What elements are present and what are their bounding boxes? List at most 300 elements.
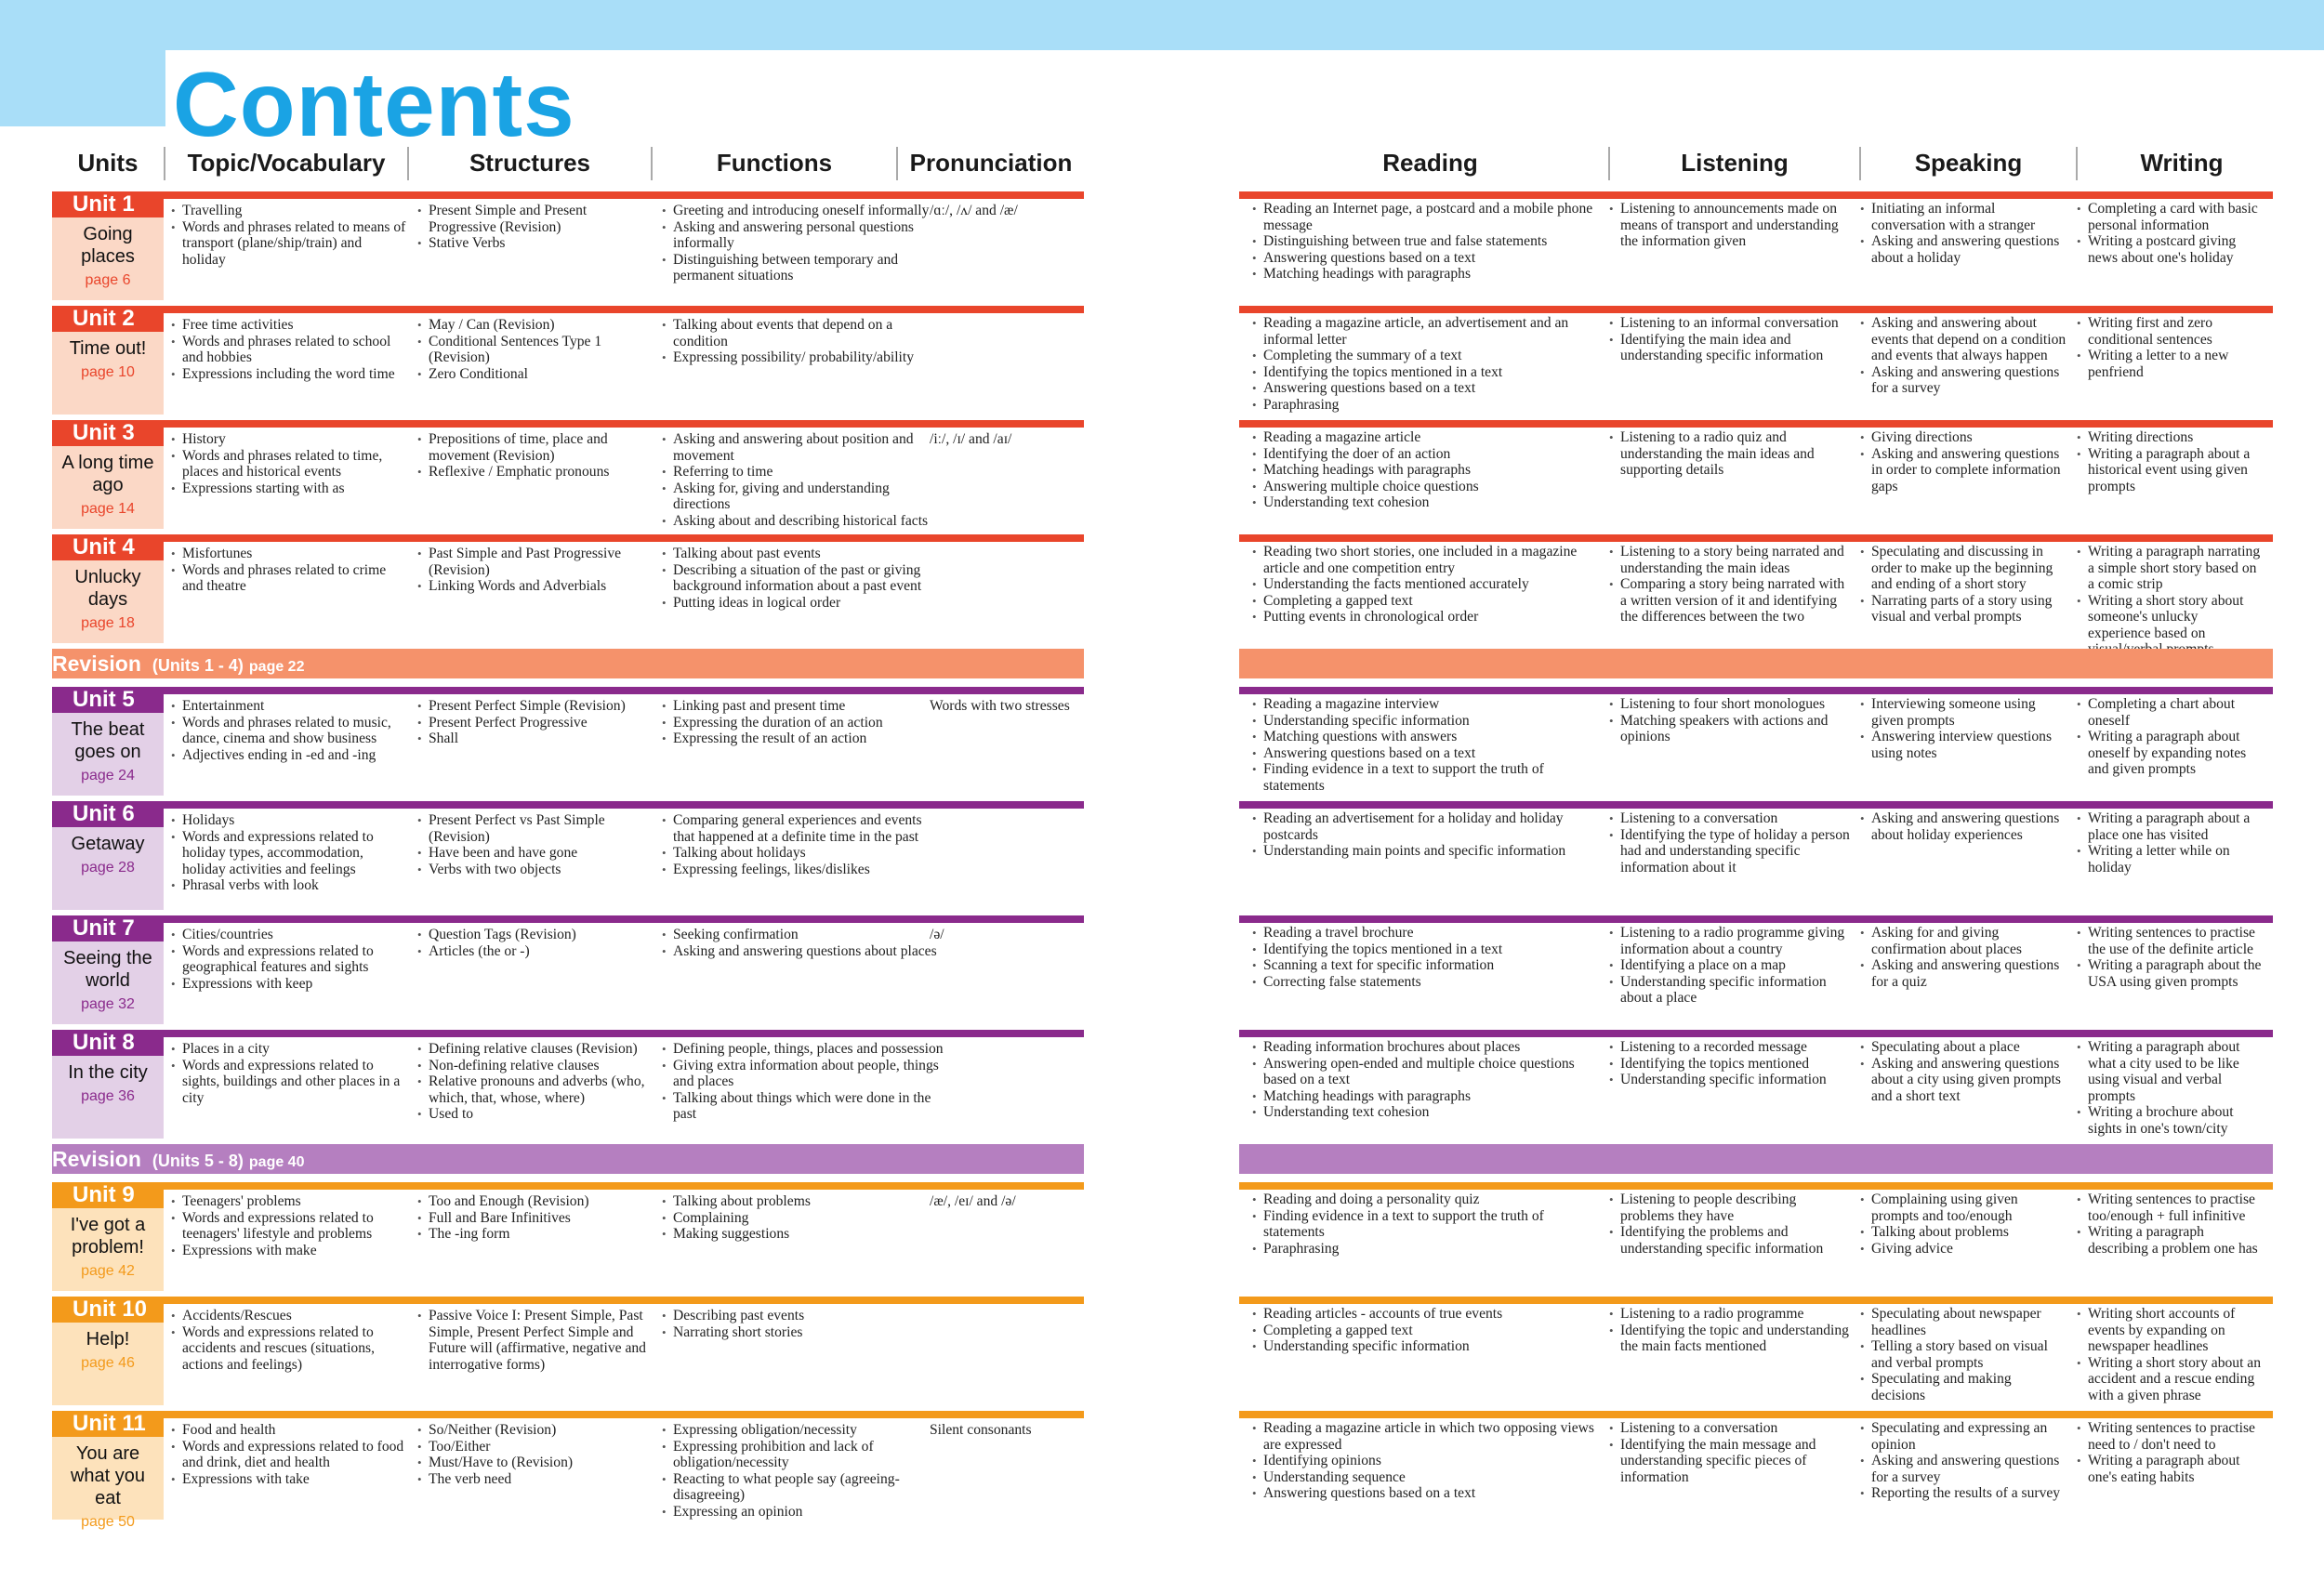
speaking-list bbox=[1860, 810, 2067, 843]
list-item: • Asking for, giving and understanding directions bbox=[662, 481, 944, 513]
functions-list bbox=[662, 317, 944, 366]
list-item: • Describing a situation of the past or giving background information about a past event bbox=[662, 562, 944, 595]
writing-list bbox=[2077, 429, 2264, 494]
list-item: • Giving extra information about people, things and places bbox=[662, 1058, 944, 1090]
cell-reading bbox=[1252, 696, 1599, 797]
cell-listening bbox=[1609, 696, 1851, 797]
list-item: • Asking and answering questions for a survey bbox=[1860, 1453, 2067, 1485]
list-item: • Putting ideas in logical order bbox=[662, 595, 944, 612]
list-item: • Identifying the type of holiday a person had and understanding specific information about it bbox=[1609, 827, 1851, 876]
unit-divider-bar bbox=[52, 420, 1084, 428]
list-item: • May / Can (Revision) bbox=[417, 317, 657, 334]
list-item: • Talking about past events bbox=[662, 546, 944, 562]
list-item: • Reading an Internet page, a postcard and a mobile phone message bbox=[1252, 201, 1599, 233]
cell-functions bbox=[662, 812, 944, 912]
unit-name: The beat goes on bbox=[71, 719, 145, 762]
unit-name-box bbox=[52, 446, 164, 529]
unit-page-link[interactable]: page 6 bbox=[85, 272, 131, 288]
cell-speaking bbox=[1860, 201, 2067, 302]
list-item: • Referring to time bbox=[662, 464, 944, 481]
listening-list bbox=[1609, 429, 1851, 479]
revision-bar-right bbox=[1239, 649, 2273, 678]
unit-divider-bar-right bbox=[1239, 801, 2273, 809]
list-item: • Listening to a radio programme giving information about a country bbox=[1609, 925, 1851, 957]
list-item: • Words and phrases related to school and hobbies bbox=[171, 334, 408, 366]
unit-divider-bar-right bbox=[1239, 915, 2273, 923]
cell-structures bbox=[417, 546, 657, 645]
list-item: • Present Perfect vs Past Simple (Revision) bbox=[417, 812, 657, 845]
list-item: • Too and Enough (Revision) bbox=[417, 1193, 657, 1210]
topic-list bbox=[171, 1308, 408, 1373]
list-item: • Present Perfect Progressive bbox=[417, 715, 657, 731]
list-item: • Speculating and discussing in order to make up the beginning and ending of a short story bbox=[1860, 544, 2067, 593]
cell-writing bbox=[2077, 696, 2264, 797]
list-item: • Must/Have to (Revision) bbox=[417, 1455, 657, 1471]
list-item: • Completing a gapped text bbox=[1252, 593, 1599, 610]
list-item: • Words and phrases related to time, places and historical events bbox=[171, 448, 408, 481]
cell-topic bbox=[171, 1041, 408, 1140]
unit-name: Time out! bbox=[69, 338, 147, 359]
list-item: • Writing a paragraph narrating a simple short story based on a comic strip bbox=[2077, 544, 2264, 593]
cell-speaking bbox=[1860, 429, 2067, 531]
list-item: • Defining relative clauses (Revision) bbox=[417, 1041, 657, 1058]
listening-list bbox=[1609, 810, 1851, 876]
list-item: • Completing a card with basic personal information bbox=[2077, 201, 2264, 233]
list-item: • Reading a magazine article, an advertisement and an informal letter bbox=[1252, 315, 1599, 348]
cell-topic bbox=[171, 317, 408, 416]
unit-name-box bbox=[52, 713, 164, 796]
revision-bar-right bbox=[1239, 1144, 2273, 1174]
topic-list bbox=[171, 431, 408, 496]
unit-page-link[interactable]: page 24 bbox=[81, 768, 135, 783]
list-item: • Listening to four short monologues bbox=[1609, 696, 1851, 713]
unit-name-box bbox=[52, 827, 164, 910]
cell-functions bbox=[662, 546, 944, 645]
topic-list bbox=[171, 203, 408, 268]
list-item: • Comparing a story being narrated with a written version of it and identifying the differences between the two bbox=[1609, 576, 1851, 625]
list-item: • Writing sentences to practise the use of the definite article bbox=[2077, 925, 2264, 957]
cell-writing bbox=[2077, 1306, 2264, 1407]
listening-list bbox=[1609, 315, 1851, 364]
revision-page: page 40 bbox=[248, 1154, 305, 1170]
cell-pronunciation: /ɑː/, /ʌ/ and /æ/ bbox=[930, 203, 1018, 218]
unit-divider-bar bbox=[52, 801, 1084, 809]
structures-list bbox=[417, 203, 657, 252]
list-item: • Reporting the results of a survey bbox=[1860, 1485, 2067, 1502]
unit-label: Unit 6 bbox=[52, 801, 164, 827]
structures-list bbox=[417, 317, 657, 382]
unit-name-box bbox=[52, 560, 164, 643]
listening-list bbox=[1609, 201, 1851, 250]
list-item: • Answering questions based on a text bbox=[1252, 250, 1599, 267]
cell-functions bbox=[662, 1193, 944, 1293]
cell-reading bbox=[1252, 1039, 1599, 1140]
cell-reading bbox=[1252, 810, 1599, 912]
cell-listening bbox=[1609, 1192, 1851, 1293]
unit-divider-bar bbox=[52, 1297, 1084, 1304]
listening-list bbox=[1609, 696, 1851, 745]
list-item: • Matching headings with paragraphs bbox=[1252, 266, 1599, 283]
unit-divider-bar-right bbox=[1239, 306, 2273, 313]
list-item: • Writing directions bbox=[2077, 429, 2264, 446]
cell-structures bbox=[417, 1193, 657, 1293]
list-item: • Full and Bare Infinitives bbox=[417, 1210, 657, 1227]
column-header-row bbox=[1252, 147, 2286, 180]
list-item: • Identifying the topics mentioned in a text bbox=[1252, 941, 1599, 958]
revision-units: (Units 1 - 4) bbox=[152, 656, 244, 675]
list-item: • Asking about and describing historical facts bbox=[662, 513, 944, 530]
list-item: • Greeting and introducing oneself informally bbox=[662, 203, 944, 219]
column-header-row bbox=[52, 147, 1084, 180]
list-item: • Expressing the result of an action bbox=[662, 731, 944, 747]
unit-page-link[interactable]: page 32 bbox=[81, 996, 135, 1012]
list-item: • Reading a travel brochure bbox=[1252, 925, 1599, 941]
list-item: • History bbox=[171, 431, 408, 448]
list-item: • Reading a magazine interview bbox=[1252, 696, 1599, 713]
list-item: • Listening to announcements made on means of transport and understanding the information given bbox=[1609, 201, 1851, 250]
reading-list bbox=[1252, 696, 1599, 794]
list-item: • Asking and answering about position and movement bbox=[662, 431, 944, 464]
cell-reading bbox=[1252, 544, 1599, 645]
list-item: • Identifying the topics mentioned in a text bbox=[1252, 364, 1599, 381]
cell-writing bbox=[2077, 544, 2264, 645]
reading-list bbox=[1252, 1039, 1599, 1121]
list-item: • Making suggestions bbox=[662, 1226, 944, 1243]
cell-listening bbox=[1609, 544, 1851, 645]
list-item: • Writing first and zero conditional sentences bbox=[2077, 315, 2264, 348]
column-header-structures: Structures bbox=[407, 147, 651, 180]
list-item: • Writing a postcard giving news about one's holiday bbox=[2077, 233, 2264, 266]
cell-speaking bbox=[1860, 1306, 2067, 1407]
cell-structures bbox=[417, 698, 657, 797]
cell-topic bbox=[171, 1193, 408, 1293]
cell-writing bbox=[2077, 1039, 2264, 1140]
list-item: • Answering questions based on a text bbox=[1252, 1485, 1599, 1502]
unit-name: Seeing the world bbox=[63, 948, 152, 991]
reading-list bbox=[1252, 429, 1599, 511]
cell-pronunciation: Words with two stresses bbox=[930, 698, 1070, 714]
reading-list bbox=[1252, 1306, 1599, 1355]
list-item: • Answering open-ended and multiple choice questions based on a text bbox=[1252, 1056, 1599, 1088]
unit-divider-bar bbox=[52, 1411, 1084, 1418]
unit-divider-bar-right bbox=[1239, 1182, 2273, 1190]
unit-name-box bbox=[52, 1056, 164, 1139]
list-item: • The -ing form bbox=[417, 1226, 657, 1243]
list-item: • Identifying the topic and understanding the main facts mentioned bbox=[1609, 1323, 1851, 1355]
list-item: • Matching headings with paragraphs bbox=[1252, 462, 1599, 479]
reading-list bbox=[1252, 1192, 1599, 1257]
cell-writing bbox=[2077, 810, 2264, 912]
unit-page-link[interactable]: page 50 bbox=[81, 1514, 135, 1530]
unit-divider-bar bbox=[52, 687, 1084, 694]
unit-page-link[interactable]: page 28 bbox=[81, 860, 135, 876]
list-item: • Food and health bbox=[171, 1422, 408, 1439]
unit-page-link[interactable]: page 36 bbox=[81, 1088, 135, 1104]
corner-color-block bbox=[0, 50, 165, 126]
topic-list bbox=[171, 317, 408, 382]
cell-listening bbox=[1609, 1420, 1851, 1521]
cell-speaking bbox=[1860, 696, 2067, 797]
unit-name-box bbox=[52, 332, 164, 415]
functions-list bbox=[662, 203, 944, 284]
cell-listening bbox=[1609, 1039, 1851, 1140]
unit-name-box bbox=[52, 1323, 164, 1405]
list-item: • Completing a chart about oneself bbox=[2077, 696, 2264, 729]
list-item: • Zero Conditional bbox=[417, 366, 657, 383]
list-item: • Initiating an informal conversation with a stranger bbox=[1860, 201, 2067, 233]
list-item: • Writing a brochure about sights in one's town/city bbox=[2077, 1104, 2264, 1137]
unit-divider-bar-right bbox=[1239, 1297, 2273, 1304]
list-item: • Expressing obligation/necessity bbox=[662, 1422, 944, 1439]
list-item: • Present Simple and Present Progressive (Revision) bbox=[417, 203, 657, 235]
page-title: Contents bbox=[173, 53, 575, 155]
speaking-list bbox=[1860, 1192, 2067, 1257]
list-item: • Asking and answering questions for a survey bbox=[1860, 364, 2067, 397]
cell-speaking bbox=[1860, 1192, 2067, 1293]
list-item: • Reflexive / Emphatic pronouns bbox=[417, 464, 657, 481]
unit-name: You are what you eat bbox=[70, 1443, 146, 1508]
list-item: • Listening to a radio quiz and understanding the main ideas and supporting details bbox=[1609, 429, 1851, 479]
unit-divider-bar-right bbox=[1239, 687, 2273, 694]
unit-page-link[interactable]: page 18 bbox=[81, 615, 135, 631]
revision-label: Revision bbox=[52, 652, 141, 676]
list-item: • Writing a paragraph about the USA using given prompts bbox=[2077, 957, 2264, 990]
list-item: • Speculating about newspaper headlines bbox=[1860, 1306, 2067, 1338]
writing-list bbox=[2077, 1039, 2264, 1137]
list-item: • Identifying the main message and understanding specific pieces of information bbox=[1609, 1437, 1851, 1486]
list-item: • Expressions with keep bbox=[171, 976, 408, 993]
list-item: • Asking for and giving confirmation about places bbox=[1860, 925, 2067, 957]
list-item: • Used to bbox=[417, 1106, 657, 1123]
list-item: • Defining people, things, places and possession bbox=[662, 1041, 944, 1058]
writing-list bbox=[2077, 315, 2264, 380]
unit-page-link[interactable]: page 46 bbox=[81, 1355, 135, 1371]
column-header-pronunciation: Pronunciation bbox=[896, 147, 1084, 180]
column-header-reading: Reading bbox=[1382, 149, 1478, 177]
revision-page: page 22 bbox=[248, 659, 305, 675]
cell-reading bbox=[1252, 1306, 1599, 1407]
listening-list bbox=[1609, 925, 1851, 1007]
structures-list bbox=[417, 1422, 657, 1487]
cell-functions bbox=[662, 431, 944, 531]
list-item: • Completing the summary of a text bbox=[1252, 348, 1599, 364]
functions-list bbox=[662, 812, 944, 877]
list-item: • Reading and doing a personality quiz bbox=[1252, 1192, 1599, 1208]
column-header-writing: Writing bbox=[2076, 147, 2286, 180]
cell-functions bbox=[662, 1422, 944, 1521]
list-item: • Words and expressions related to accidents and rescues (situations, actions and feelings) bbox=[171, 1324, 408, 1374]
unit-name: In the city bbox=[68, 1062, 148, 1083]
list-item: • Speculating about a place bbox=[1860, 1039, 2067, 1056]
structures-list bbox=[417, 1193, 657, 1243]
cell-pronunciation bbox=[930, 317, 1084, 416]
cell-pronunciation: /iː/, /ɪ/ and /aɪ/ bbox=[930, 431, 1012, 447]
list-item: • Scanning a text for specific information bbox=[1252, 957, 1599, 974]
cell-reading bbox=[1252, 429, 1599, 531]
unit-divider-bar-right bbox=[1239, 191, 2273, 199]
cell-listening bbox=[1609, 1306, 1851, 1407]
list-item: • Understanding specific information bbox=[1609, 1072, 1851, 1088]
list-item: • Past Simple and Past Progressive (Revision) bbox=[417, 546, 657, 578]
list-item: • Too/Either bbox=[417, 1439, 657, 1455]
list-item: • Words and expressions related to holiday types, accommodation, holiday activities and feelings bbox=[171, 829, 408, 878]
list-item: • Understanding sequence bbox=[1252, 1469, 1599, 1486]
list-item: • Reading articles - accounts of true events bbox=[1252, 1306, 1599, 1323]
list-item: • Entertainment bbox=[171, 698, 408, 715]
cell-functions bbox=[662, 1041, 944, 1140]
list-item: • Free time activities bbox=[171, 317, 408, 334]
list-item: • Answering questions based on a text bbox=[1252, 380, 1599, 397]
speaking-list bbox=[1860, 925, 2067, 990]
list-item: • Asking and answering questions about a city using given prompts and a short text bbox=[1860, 1056, 2067, 1105]
unit-name: Help! bbox=[86, 1329, 130, 1350]
list-item: • The verb need bbox=[417, 1471, 657, 1488]
cell-pronunciation bbox=[930, 546, 1084, 645]
list-item: • Verbs with two objects bbox=[417, 862, 657, 878]
cell-speaking bbox=[1860, 810, 2067, 912]
list-item: • Identifying the topics mentioned bbox=[1609, 1056, 1851, 1073]
cell-topic bbox=[171, 546, 408, 645]
cell-topic bbox=[171, 927, 408, 1026]
revision-bar bbox=[52, 649, 1084, 678]
speaking-list bbox=[1860, 1039, 2067, 1104]
unit-name: A long time ago bbox=[61, 453, 154, 495]
list-item: • Writing a paragraph about what a city used to be like using visual and verbal prompts bbox=[2077, 1039, 2264, 1104]
list-item: • Listening to a radio programme bbox=[1609, 1306, 1851, 1323]
topic-list bbox=[171, 812, 408, 894]
unit-page-link[interactable]: page 10 bbox=[81, 364, 135, 380]
list-item: • Complaining using given prompts and too/enough bbox=[1860, 1192, 2067, 1224]
cell-pronunciation bbox=[930, 1041, 1084, 1140]
cell-writing bbox=[2077, 429, 2264, 531]
list-item: • Writing a letter while on holiday bbox=[2077, 843, 2264, 876]
list-item: • Identifying the doer of an action bbox=[1252, 446, 1599, 463]
list-item: • Interviewing someone using given prompts bbox=[1860, 696, 2067, 729]
list-item: • Stative Verbs bbox=[417, 235, 657, 252]
speaking-list bbox=[1860, 1306, 2067, 1403]
functions-list bbox=[662, 546, 944, 611]
reading-list bbox=[1252, 544, 1599, 625]
list-item: • Question Tags (Revision) bbox=[417, 927, 657, 943]
cell-writing bbox=[2077, 925, 2264, 1026]
list-item: • Narrating parts of a story using visual and verbal prompts bbox=[1860, 593, 2067, 625]
cell-writing bbox=[2077, 201, 2264, 302]
unit-label: Unit 8 bbox=[52, 1030, 164, 1056]
cell-structures bbox=[417, 1422, 657, 1521]
list-item: • Matching headings with paragraphs bbox=[1252, 1088, 1599, 1105]
list-item: • Phrasal verbs with look bbox=[171, 877, 408, 894]
structures-list bbox=[417, 698, 657, 747]
list-item: • Identifying the problems and understanding specific information bbox=[1609, 1224, 1851, 1257]
list-item: • Completing a gapped text bbox=[1252, 1323, 1599, 1339]
writing-list bbox=[2077, 1306, 2264, 1403]
list-item: • Words and expressions related to sights, buildings and other places in a city bbox=[171, 1058, 408, 1107]
cell-functions bbox=[662, 927, 944, 1026]
cell-pronunciation bbox=[930, 812, 1084, 912]
cell-structures bbox=[417, 203, 657, 302]
list-item: • Matching speakers with actions and opinions bbox=[1609, 713, 1851, 745]
list-item: • Distinguishing between temporary and permanent situations bbox=[662, 252, 944, 284]
list-item: • Describing past events bbox=[662, 1308, 944, 1324]
unit-label: Unit 11 bbox=[52, 1411, 164, 1437]
unit-name: Getaway bbox=[71, 834, 145, 854]
writing-list bbox=[2077, 696, 2264, 778]
list-item: • Writing a letter to a new penfriend bbox=[2077, 348, 2264, 380]
unit-page-link[interactable]: page 42 bbox=[81, 1263, 135, 1279]
list-item: • Giving advice bbox=[1860, 1241, 2067, 1257]
list-item: • Reading two short stories, one included in a magazine article and one competition entry bbox=[1252, 544, 1599, 576]
list-item: • Answering multiple choice questions bbox=[1252, 479, 1599, 495]
unit-label: Unit 2 bbox=[52, 306, 164, 332]
list-item: • Understanding main points and specific information bbox=[1252, 843, 1599, 860]
functions-list bbox=[662, 698, 944, 747]
cell-speaking bbox=[1860, 544, 2067, 645]
top-color-band bbox=[0, 0, 2324, 50]
structures-list bbox=[417, 812, 657, 877]
reading-list bbox=[1252, 925, 1599, 990]
listening-list bbox=[1609, 1192, 1851, 1257]
list-item: • Paraphrasing bbox=[1252, 1241, 1599, 1257]
cell-listening bbox=[1609, 429, 1851, 531]
cell-speaking bbox=[1860, 1420, 2067, 1521]
cell-listening bbox=[1609, 810, 1851, 912]
list-item: • Expressing prohibition and lack of obligation/necessity bbox=[662, 1439, 944, 1471]
list-item: • Understanding text cohesion bbox=[1252, 494, 1599, 511]
list-item: • Expressions starting with as bbox=[171, 481, 408, 497]
cell-pronunciation bbox=[930, 1308, 1084, 1407]
unit-name: I've got a problem! bbox=[70, 1215, 146, 1257]
unit-divider-bar-right bbox=[1239, 1411, 2273, 1418]
right-page bbox=[1239, 147, 2273, 1541]
cell-topic bbox=[171, 1422, 408, 1521]
list-item: • Comparing general experiences and events that happened at a definite time in the past bbox=[662, 812, 944, 845]
cell-writing bbox=[2077, 1192, 2264, 1293]
list-item: • Reading a magazine article in which two opposing views are expressed bbox=[1252, 1420, 1599, 1453]
cell-speaking bbox=[1860, 925, 2067, 1026]
list-item: • Prepositions of time, place and movement (Revision) bbox=[417, 431, 657, 464]
cell-reading bbox=[1252, 1420, 1599, 1521]
topic-list bbox=[171, 1193, 408, 1258]
list-item: • Words and phrases related to means of transport (plane/ship/train) and holiday bbox=[171, 219, 408, 269]
topic-list bbox=[171, 698, 408, 763]
list-item: • Teenagers' problems bbox=[171, 1193, 408, 1210]
unit-name-box bbox=[52, 217, 164, 300]
cell-reading bbox=[1252, 315, 1599, 416]
cell-topic bbox=[171, 698, 408, 797]
list-item: • Places in a city bbox=[171, 1041, 408, 1058]
cell-structures bbox=[417, 431, 657, 531]
list-item: • Conditional Sentences Type 1 (Revision) bbox=[417, 334, 657, 366]
list-item: • Identifying the main idea and understanding specific information bbox=[1609, 332, 1851, 364]
writing-list bbox=[2077, 1192, 2264, 1257]
cell-functions bbox=[662, 1308, 944, 1407]
cell-topic bbox=[171, 431, 408, 531]
revision-units: (Units 5 - 8) bbox=[152, 1152, 244, 1170]
list-item: • Listening to a conversation bbox=[1609, 810, 1851, 827]
cell-listening bbox=[1609, 201, 1851, 302]
left-page bbox=[52, 147, 1084, 1541]
structures-list bbox=[417, 1041, 657, 1123]
list-item: • Listening to a recorded message bbox=[1609, 1039, 1851, 1056]
list-item: • Asking and answering questions about holiday experiences bbox=[1860, 810, 2067, 843]
list-item: • Writing a short story about an accident and a rescue ending with a given phrase bbox=[2077, 1355, 2264, 1404]
unit-page-link[interactable]: page 14 bbox=[81, 501, 135, 517]
cell-structures bbox=[417, 812, 657, 912]
list-item: • Writing a paragraph describing a problem one has bbox=[2077, 1224, 2264, 1257]
list-item: • Articles (the or -) bbox=[417, 943, 657, 960]
unit-label: Unit 3 bbox=[52, 420, 164, 446]
list-item: • Identifying a place on a map bbox=[1609, 957, 1851, 974]
